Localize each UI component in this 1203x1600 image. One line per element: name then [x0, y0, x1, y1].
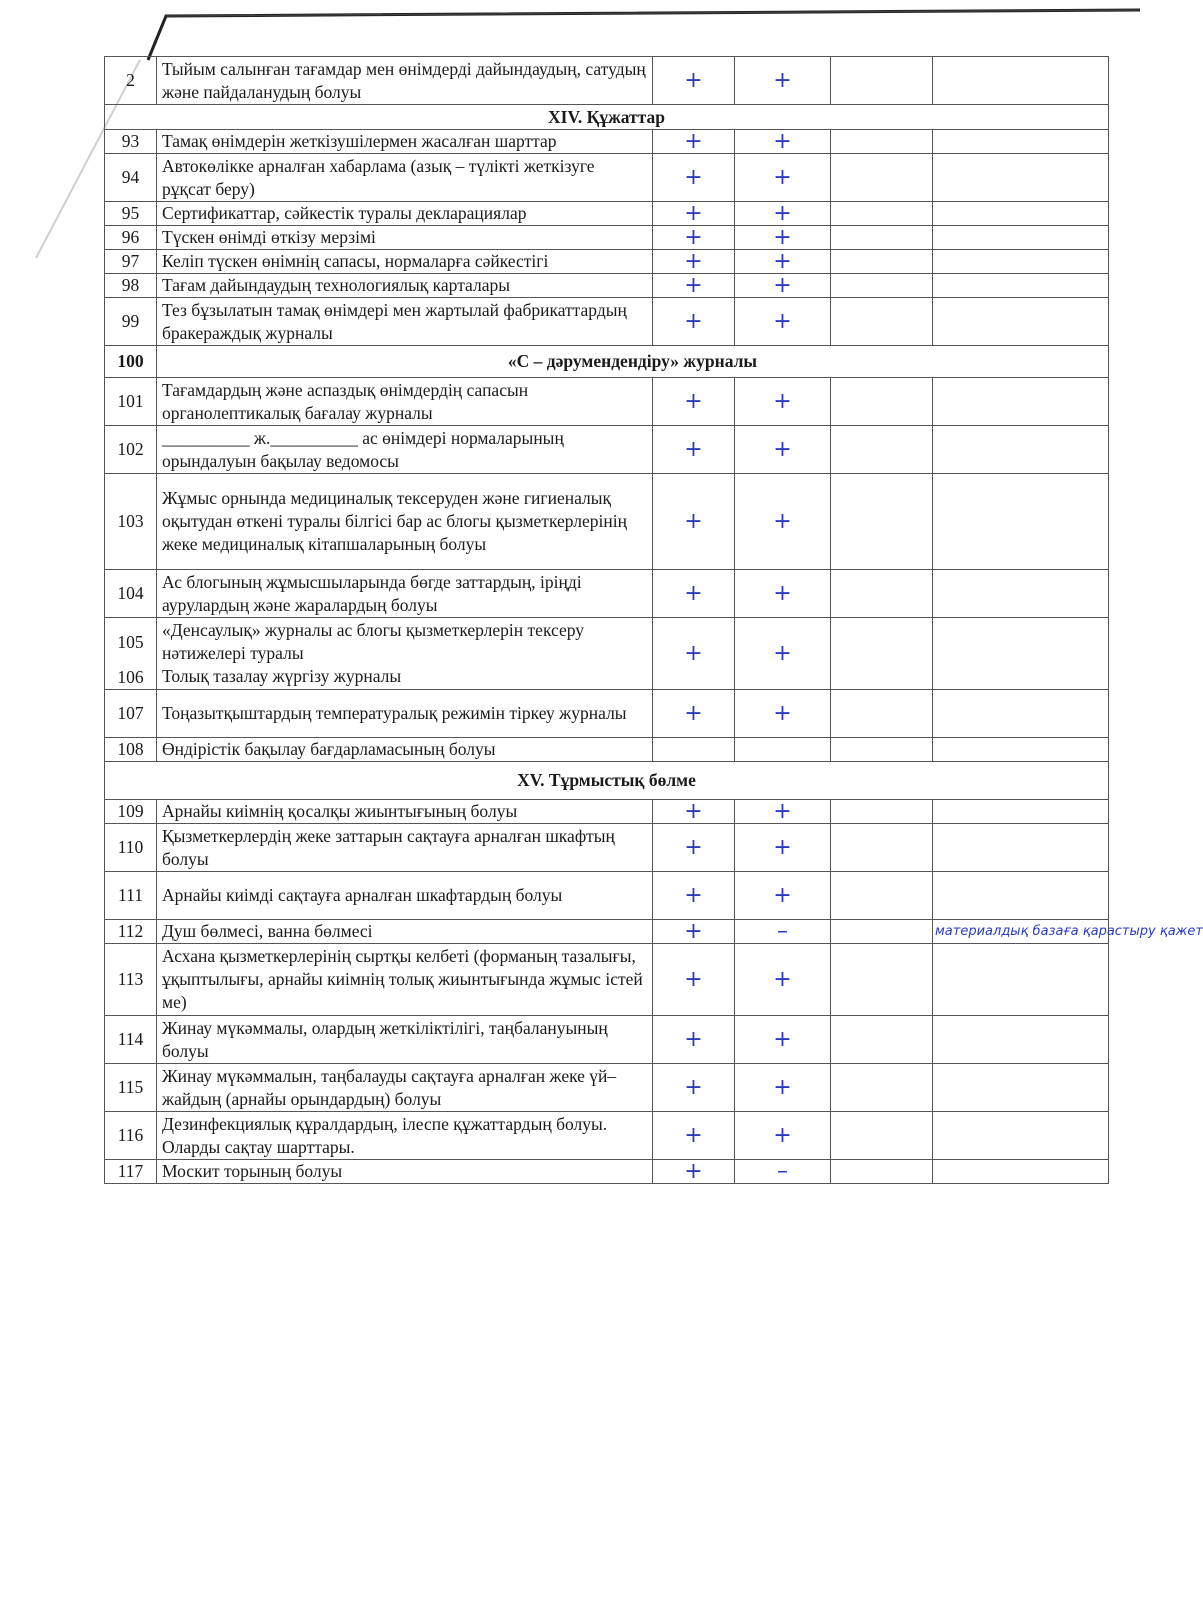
- table-row: [105, 250, 1109, 274]
- table-row: [105, 1016, 1109, 1064]
- section-row: [105, 762, 1109, 800]
- item-text: Жинау мүкәммалын, таңбалауды сақтауға арналған жеке үй–жайдың (арнайы орындардың) болуы: [157, 1064, 653, 1112]
- row-number: 99: [105, 298, 157, 346]
- row-number: 113: [105, 944, 157, 1016]
- check-mark: +: [735, 1064, 831, 1112]
- item-text: Түскен өнімді өткізу мерзімі: [157, 226, 653, 250]
- item-text: Асхана қызметкерлерінің сыртқы келбеті (форманың тазалығы, ұқыптылығы, арнайы киімнің толық жиынтығында жұмыс істей ме): [157, 944, 653, 1016]
- row-number: 114: [105, 1016, 157, 1064]
- row-number: 2: [105, 57, 157, 105]
- item-text: Келіп түскен өнімнің сапасы, нормаларға сәйкестігі: [157, 250, 653, 274]
- handwritten-note: [933, 298, 1109, 346]
- check-mark: +: [735, 944, 831, 1016]
- table-row: [105, 1112, 1109, 1160]
- row-number: 94: [105, 154, 157, 202]
- item-text: Қызметкерлердің жеке заттарын сақтауға арналған шкафтың болуы: [157, 824, 653, 872]
- row-number: 97: [105, 250, 157, 274]
- check-mark: [735, 738, 831, 762]
- empty-cell: [831, 298, 933, 346]
- handwritten-note: [933, 130, 1109, 154]
- check-mark: +: [653, 474, 735, 570]
- table-row: [105, 738, 1109, 762]
- table-row: [105, 872, 1109, 920]
- check-mark: +: [735, 130, 831, 154]
- empty-cell: [831, 944, 933, 1016]
- check-mark: +: [735, 202, 831, 226]
- item-text: [157, 618, 653, 690]
- row-number: 110: [105, 824, 157, 872]
- item-text: Сертификаттар, сәйкестік туралы декларациялар: [157, 202, 653, 226]
- empty-cell: [831, 618, 933, 690]
- empty-cell: [831, 57, 933, 105]
- handwritten-note: [933, 738, 1109, 762]
- table-row: [105, 570, 1109, 618]
- check-mark: –: [735, 920, 831, 944]
- handwritten-note: [933, 426, 1109, 474]
- section-row: [105, 346, 1109, 378]
- item-text: Ас блогының жұмысшыларында бөгде заттардың, іріңді аурулардың және жаралардың болуы: [157, 570, 653, 618]
- empty-cell: [831, 378, 933, 426]
- item-text: Тоңазытқыштардың температуралық режимін тіркеу журналы: [157, 690, 653, 738]
- table-row: [105, 618, 1109, 690]
- check-mark: +: [653, 872, 735, 920]
- check-mark: +: [735, 872, 831, 920]
- check-mark: +: [653, 202, 735, 226]
- row-number: 107: [105, 690, 157, 738]
- check-mark: +: [653, 800, 735, 824]
- item-text: Москит торының болуы: [157, 1160, 653, 1184]
- empty-cell: [831, 250, 933, 274]
- check-mark: –: [735, 1160, 831, 1184]
- handwritten-note: [933, 690, 1109, 738]
- checklist-sheet: [104, 56, 1203, 1184]
- check-mark: +: [735, 474, 831, 570]
- item-text: __________ ж.__________ ас өнімдері нормаларының орындалуын бақылау ведомосы: [157, 426, 653, 474]
- table-row: [105, 130, 1109, 154]
- item-text: Автокөлікке арналған хабарлама (азық – түлікті жеткізуге рұқсат беру): [157, 154, 653, 202]
- handwritten-note: [933, 1160, 1109, 1184]
- check-mark: +: [735, 57, 831, 105]
- item-text: Жұмыс орнында медициналық тексеруден және гигиеналық оқытудан өткені туралы білгісі бар ас блогы қызметкерлерінің жеке медициналық кітапшаларының болуы: [157, 474, 653, 570]
- handwritten-note: [933, 1016, 1109, 1064]
- handwritten-note: материалдық базаға қарастыру қажет: [933, 920, 1109, 944]
- empty-cell: [831, 154, 933, 202]
- item-text: Жинау мүкәммалы, олардың жеткіліктілігі, таңбалануының болуы: [157, 1016, 653, 1064]
- table-row: [105, 1160, 1109, 1184]
- check-mark: +: [735, 1016, 831, 1064]
- handwritten-note: [933, 154, 1109, 202]
- check-mark: +: [653, 226, 735, 250]
- check-mark: +: [653, 1160, 735, 1184]
- empty-cell: [831, 800, 933, 824]
- item-text: Өндірістік бақылау бағдарламасының болуы: [157, 738, 653, 762]
- row-number: 96: [105, 226, 157, 250]
- item-text: Дезинфекциялық құралдардың, ілеспе құжаттардың болуы. Оларды сақтау шарттары.: [157, 1112, 653, 1160]
- empty-cell: [831, 690, 933, 738]
- check-mark: +: [735, 426, 831, 474]
- handwritten-note: [933, 800, 1109, 824]
- row-number: 103: [105, 474, 157, 570]
- handwritten-note: [933, 202, 1109, 226]
- table-row: [105, 824, 1109, 872]
- row-number: 109: [105, 800, 157, 824]
- row-number: 117: [105, 1160, 157, 1184]
- handwritten-note: [933, 618, 1109, 690]
- check-mark: [653, 738, 735, 762]
- row-number: 115: [105, 1064, 157, 1112]
- empty-cell: [831, 920, 933, 944]
- row-number: 112: [105, 920, 157, 944]
- table-row: [105, 298, 1109, 346]
- handwritten-note: [933, 1064, 1109, 1112]
- section-row: [105, 105, 1109, 130]
- empty-cell: [831, 872, 933, 920]
- check-mark: +: [735, 618, 831, 690]
- empty-cell: [831, 570, 933, 618]
- handwritten-note: [933, 570, 1109, 618]
- check-mark: +: [653, 1016, 735, 1064]
- check-mark: +: [653, 298, 735, 346]
- handwritten-note: [933, 226, 1109, 250]
- table-row: [105, 226, 1109, 250]
- handwritten-note: [933, 1112, 1109, 1160]
- check-mark: +: [653, 250, 735, 274]
- check-mark: +: [735, 570, 831, 618]
- row-number: 100: [105, 346, 157, 378]
- row-number: 95: [105, 202, 157, 226]
- empty-cell: [831, 738, 933, 762]
- empty-cell: [831, 226, 933, 250]
- check-mark: +: [653, 426, 735, 474]
- check-mark: +: [735, 824, 831, 872]
- check-mark: +: [735, 690, 831, 738]
- row-number: 116: [105, 1112, 157, 1160]
- section-title: «С – дәрумендендіру» журналы: [157, 346, 1109, 378]
- handwritten-note: [933, 944, 1109, 1016]
- section-title: XIV. Құжаттар: [105, 105, 1109, 130]
- check-mark: +: [735, 274, 831, 298]
- empty-cell: [831, 202, 933, 226]
- row-number: 101: [105, 378, 157, 426]
- check-mark: +: [653, 824, 735, 872]
- empty-cell: [831, 274, 933, 298]
- handwritten-note: [933, 57, 1109, 105]
- table-row: [105, 274, 1109, 298]
- item-text: Арнайы киімнің қосалқы жиынтығының болуы: [157, 800, 653, 824]
- handwritten-note: [933, 274, 1109, 298]
- check-mark: +: [653, 154, 735, 202]
- row-number: 104: [105, 570, 157, 618]
- item-text: Арнайы киімді сақтауға арналған шкафтардың болуы: [157, 872, 653, 920]
- section-title: XV. Тұрмыстық бөлме: [105, 762, 1109, 800]
- item-text: Тез бұзылатын тамақ өнімдері мен жартылай фабрикаттардың бракераждық журналы: [157, 298, 653, 346]
- check-mark: +: [735, 226, 831, 250]
- table-row: [105, 202, 1109, 226]
- check-mark: +: [735, 250, 831, 274]
- table-row: [105, 378, 1109, 426]
- checklist-rows: [105, 57, 1203, 1184]
- row-number: 105: [117, 632, 144, 652]
- check-mark: +: [653, 1112, 735, 1160]
- check-mark: +: [735, 1112, 831, 1160]
- row-number: 106: [117, 667, 144, 687]
- handwritten-note: [933, 474, 1109, 570]
- item-text: Душ бөлмесі, ванна бөлмесі: [157, 920, 653, 944]
- handwritten-note: [933, 824, 1109, 872]
- check-mark: +: [653, 378, 735, 426]
- check-mark: +: [653, 130, 735, 154]
- table-row: [105, 57, 1109, 105]
- empty-cell: [831, 1016, 933, 1064]
- empty-cell: [831, 1160, 933, 1184]
- table-row: [105, 154, 1109, 202]
- row-number: 98: [105, 274, 157, 298]
- row-number: 93: [105, 130, 157, 154]
- check-mark: +: [653, 618, 735, 690]
- table-row: [105, 1064, 1109, 1112]
- item-text: Тағам дайындаудың технологиялық карталары: [157, 274, 653, 298]
- empty-cell: [831, 426, 933, 474]
- item-text: Толық тазалау жүргізу журналы: [162, 666, 402, 686]
- handwritten-note: [933, 250, 1109, 274]
- table-row: [105, 920, 1109, 944]
- checklist-table: [104, 56, 1203, 1184]
- table-row: [105, 690, 1109, 738]
- table-row: [105, 426, 1109, 474]
- check-mark: +: [653, 570, 735, 618]
- empty-cell: [831, 1064, 933, 1112]
- item-text: Тамақ өнімдерін жеткізушілермен жасалған шарттар: [157, 130, 653, 154]
- table-row: [105, 944, 1109, 1016]
- check-mark: +: [653, 944, 735, 1016]
- empty-cell: [831, 474, 933, 570]
- check-mark: +: [653, 690, 735, 738]
- check-mark: +: [735, 378, 831, 426]
- check-mark: +: [735, 298, 831, 346]
- check-mark: +: [653, 920, 735, 944]
- handwritten-note: [933, 872, 1109, 920]
- table-row: [105, 800, 1109, 824]
- row-number: 108: [105, 738, 157, 762]
- check-mark: +: [653, 1064, 735, 1112]
- empty-cell: [831, 824, 933, 872]
- item-text: Тыйым салынған тағамдар мен өнімдерді дайындаудың, сатудың және пайдаланудың болуы: [157, 57, 653, 105]
- row-number: [105, 618, 157, 690]
- check-mark: +: [735, 800, 831, 824]
- handwritten-note: [933, 378, 1109, 426]
- row-number: 111: [105, 872, 157, 920]
- row-number: 102: [105, 426, 157, 474]
- check-mark: +: [653, 57, 735, 105]
- empty-cell: [831, 130, 933, 154]
- check-mark: +: [735, 154, 831, 202]
- table-row: [105, 474, 1109, 570]
- item-text: «Денсаулық» журналы ас блогы қызметкерлерін тексеру нәтижелері туралы: [162, 620, 585, 663]
- item-text: Тағамдардың және аспаздық өнімдердің сапасын органолептикалық бағалау журналы: [157, 378, 653, 426]
- empty-cell: [831, 1112, 933, 1160]
- check-mark: +: [653, 274, 735, 298]
